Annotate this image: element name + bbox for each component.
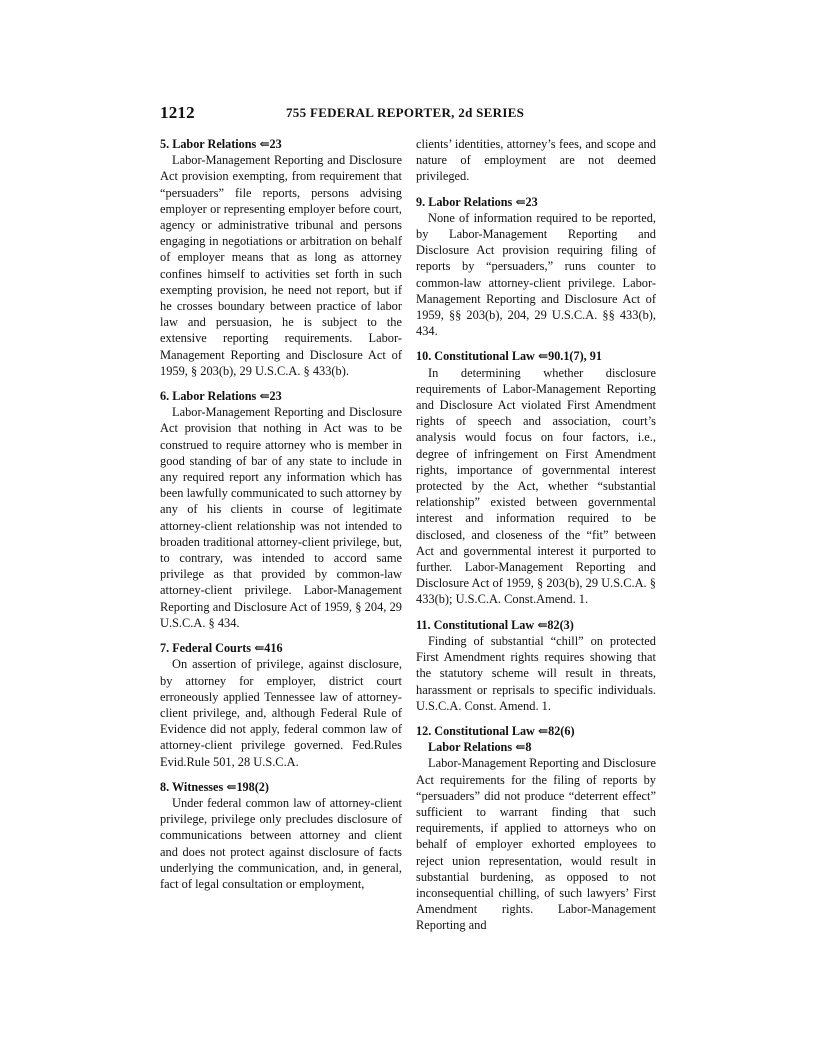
left-column — [160, 136, 402, 901]
headnote-body: Finding of substantial “chill” on protected First Amendment rights requires showing that the statutory scheme will result in threats, harassment or reprisals to specific individuals. U.S.C.A. Const. Amend. 1. — [416, 633, 656, 713]
headnote-body: On assertion of privilege, against disclosure, by attorney for employer, district court erroneously applied Tennessee law of attorney-client privilege, and, although Federal Rule of Evidence did not apply, federal common law of attorney-client privilege governed. Fed.Rules Evid.Rule 501, 28 U.S.C.A. — [160, 657, 402, 769]
headnote-5 — [160, 136, 402, 379]
headnote-7 — [160, 640, 402, 770]
page-header — [160, 103, 656, 125]
headnote-body: In determining whether disclosure requirements of Labor-Management Reporting and Disclosure Act violated First Amendment rights of speech and association, court’s analysis would focus on four factors, i.e., degree of infringement on First Amendment rights, importance of governmental interest protected by the Act, whether “substantial relationship” existed between governmental interest and information required to be disclosed, and closeness of the “fit” between Act and governmental interest it purported to further. Labor-Management Reporting and Disclosure Act of 1959, § 203(b), 29 U.S.C.A. § 433(b); U.S.C.A. Const.Amend. 1. — [416, 365, 656, 607]
headnote-12 — [416, 723, 656, 934]
headnote-heading: 12. Constitutional Law ⇐82(6) — [416, 723, 575, 738]
headnote-body: None of information required to be reported, by Labor-Management Reporting and Disclosure Act provision requiring filing of reports by “persuaders,” runs counter to common-law attorney-client privilege. Labor-Management Reporting and Disclosure Act of 1959, §§ 203(b), 204, 29 U.S.C.A. §§ 433(b), 434. — [416, 210, 656, 339]
headnote-subheading: Labor Relations ⇐8 — [428, 740, 532, 755]
headnote-8 — [160, 779, 402, 892]
headnote-body: Labor-Management Reporting and Disclosure Act requirements for the filing of reports by “persuaders” did not produce “deterrent effect” sufficient to warrant finding that such requirements, if applied to attorneys who on behalf of employer exhorted employees to reject union representation, would result in substantial burdening, as opposed to not inconsequential chilling, of such lawyers’ First Amendment rights. Labor-Management Reporting and — [416, 756, 656, 933]
headnote-10 — [416, 348, 656, 607]
headnote-body-continued: clients’ identities, attorney’s fees, and scope and nature of employment are not deemed privileged. — [416, 137, 656, 184]
headnote-body: Labor-Management Reporting and Disclosure Act provision exempting, from requirement that “persuaders” file reports, persons advising employer or representing employer before court, agency or administrative tribunal and persons engaging in negotiations or arbitration on behalf of employer means that as long as attorney confines himself to activities set forth in such exempting provision, he need not report, but if he crosses boundary between practice of labor law and persuasion, he is subject to the extensive reporting requirements. Labor-Management Reporting and Disclosure Act of 1959, § 203(b), 29 U.S.C.A. § 433(b). — [160, 153, 402, 378]
headnote-heading: 8. Witnesses ⇐198(2) — [160, 779, 269, 794]
headnote-heading: 6. Labor Relations ⇐23 — [160, 389, 282, 404]
headnote-heading: 10. Constitutional Law ⇐90.1(7), 91 — [416, 349, 602, 364]
headnote-heading: 11. Constitutional Law ⇐82(3) — [416, 617, 574, 632]
headnote-6 — [160, 388, 402, 631]
headnote-heading: 7. Federal Courts ⇐416 — [160, 641, 283, 656]
headnote-9 — [416, 194, 656, 340]
headnote-body: Under federal common law of attorney-client privilege, privilege only precludes disclosure of communications between attorney and client and does not protect against disclosure of facts underlying the communication, and, in general, fact of legal consultation or employment, — [160, 795, 402, 891]
headnote-heading: 5. Labor Relations ⇐23 — [160, 137, 282, 151]
headnote-heading: 9. Labor Relations ⇐23 — [416, 194, 538, 209]
running-title: 755 FEDERAL REPORTER, 2d SERIES — [286, 105, 525, 120]
headnote-11 — [416, 617, 656, 714]
headnote-body: Labor-Management Reporting and Disclosure Act provision that nothing in Act was to be construed to require attorney who is member in good standing of bar of any state to include in any required report any information which has been lawfully communicated to such attorney by any of his clients in course of legitimate attorney-client relationship was not intended to broaden traditional attorney-client privilege, but, to contrary, was intended to accord same privilege as that provided by common-law attorney-client privilege. Labor-Management Reporting and Disclosure Act of 1959, § 204, 29 U.S.C.A. § 434. — [160, 405, 402, 630]
page-number: 1212 — [160, 103, 195, 122]
right-column — [416, 136, 656, 943]
headnote-8-continued — [416, 136, 656, 185]
